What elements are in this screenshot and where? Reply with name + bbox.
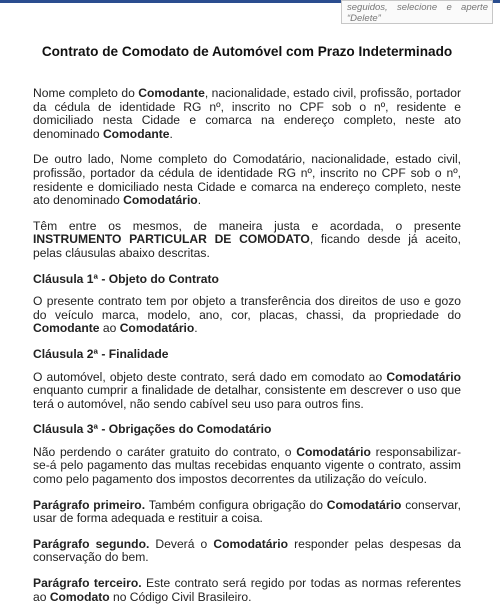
comodante-paragraph	[33, 87, 461, 141]
text: Este contrato será regido por todas as normas referentes ao	[33, 576, 461, 604]
clause-3-body	[33, 446, 461, 487]
party-name: Comodatário	[213, 536, 288, 551]
clause-3-heading: Cláusula 3ª - Obrigações do Comodatário	[33, 422, 272, 437]
paragraph-first	[33, 499, 461, 526]
text: Têm entre os mesmos, de maneira justa e acordada, o presente	[33, 218, 461, 233]
contract-document	[33, 44, 461, 616]
party-name: Comodante	[33, 321, 100, 336]
party-name: Comodatário	[123, 193, 198, 208]
paragraph-third	[33, 577, 461, 604]
instrument-name: INSTRUMENTO PARTICULAR DE COMODATO	[33, 232, 310, 247]
text: .	[169, 126, 173, 141]
tooltip-word: aperte	[461, 2, 488, 13]
text: O presente contrato tem por objeto a transferência dos direitos de uso e gozo do veículo marca, modelo, ano, cor, placas, chassi, da propriedade do	[33, 294, 461, 322]
text: De outro lado, Nome completo do Comodatário, nacionalidade, estado civil, profissão, portador da cédula de identidade RG nº, inscrito no CPF sob o nº, residente e domiciliado nesta Cidade e comarca na endereço completo, neste ato denominado	[33, 152, 461, 208]
tooltip-word: seguidos,	[347, 2, 388, 13]
text: Não perdendo o caráter gratuito do contrato, o	[33, 444, 297, 459]
comodatario-paragraph	[33, 153, 461, 207]
instruction-tooltip	[341, 0, 493, 24]
paragraph-label: Parágrafo segundo.	[33, 536, 150, 551]
text: enquanto cumprir a finalidade de detalhar, consistente em descrever o uso que terá o automóvel, não sendo cabível seu uso para outros fins.	[33, 383, 461, 411]
party-name: Comodato	[49, 589, 110, 604]
paragraph-second	[33, 538, 461, 565]
paragraph-label: Parágrafo terceiro.	[33, 576, 142, 591]
text: , nacionalidade, estado civil, profissão, portador da cédula de identidade RG nº, inscrito no CPF sob o nº, residente e domiciliado nesta Cidade e comarca na endereço completo, neste ato denominado	[33, 86, 461, 141]
party-name: Comodatário	[296, 444, 371, 459]
text: responsabilizar-se-á pelo pagamento das multas recebidas enquanto vigente o contrato, assim como pelo pagamento dos impostos decorrentes da utilização do veículo.	[33, 444, 461, 487]
clause-1-body	[33, 295, 461, 336]
clause-2-body	[33, 371, 461, 412]
text: responder pelas despesas da conservação do bem.	[33, 536, 461, 565]
text: O automóvel, objeto deste contrato, será dado em comodato ao	[33, 369, 387, 384]
document-title: Contrato de Comodato de Automóvel com Prazo Indeterminado	[41, 44, 453, 59]
text: Deverá o	[149, 536, 214, 551]
tooltip-word: e	[446, 2, 452, 13]
agreement-paragraph	[33, 220, 461, 261]
clause-1-heading: Cláusula 1ª - Objeto do Contrato	[33, 271, 219, 286]
text: .	[197, 193, 202, 208]
tooltip-word: selecione	[396, 2, 438, 13]
clause-2-heading: Cláusula 2ª - Finalidade	[33, 346, 169, 361]
text: conservar, usar de forma adequada e restituir a coisa.	[33, 497, 461, 526]
paragraph-label: Parágrafo primeiro.	[33, 497, 146, 512]
party-name: Comodante	[102, 126, 170, 141]
party-name: Comodatário	[326, 497, 402, 512]
tooltip-line-2: “Delete”	[347, 12, 381, 24]
party-name: Comodante	[138, 86, 205, 100]
party-name: Comodatário	[386, 369, 461, 384]
tooltip-line-1	[347, 3, 488, 14]
text: no Código Civil Brasileiro.	[109, 589, 252, 604]
text: .	[194, 321, 198, 336]
party-name: Comodatário	[119, 321, 195, 336]
text: ao	[99, 321, 120, 336]
text: , ficando desde já aceito, pelas cláusulas abaixo descritas.	[33, 232, 461, 260]
text: Também configura obrigação do	[145, 497, 327, 512]
text: Nome completo do	[33, 86, 139, 100]
